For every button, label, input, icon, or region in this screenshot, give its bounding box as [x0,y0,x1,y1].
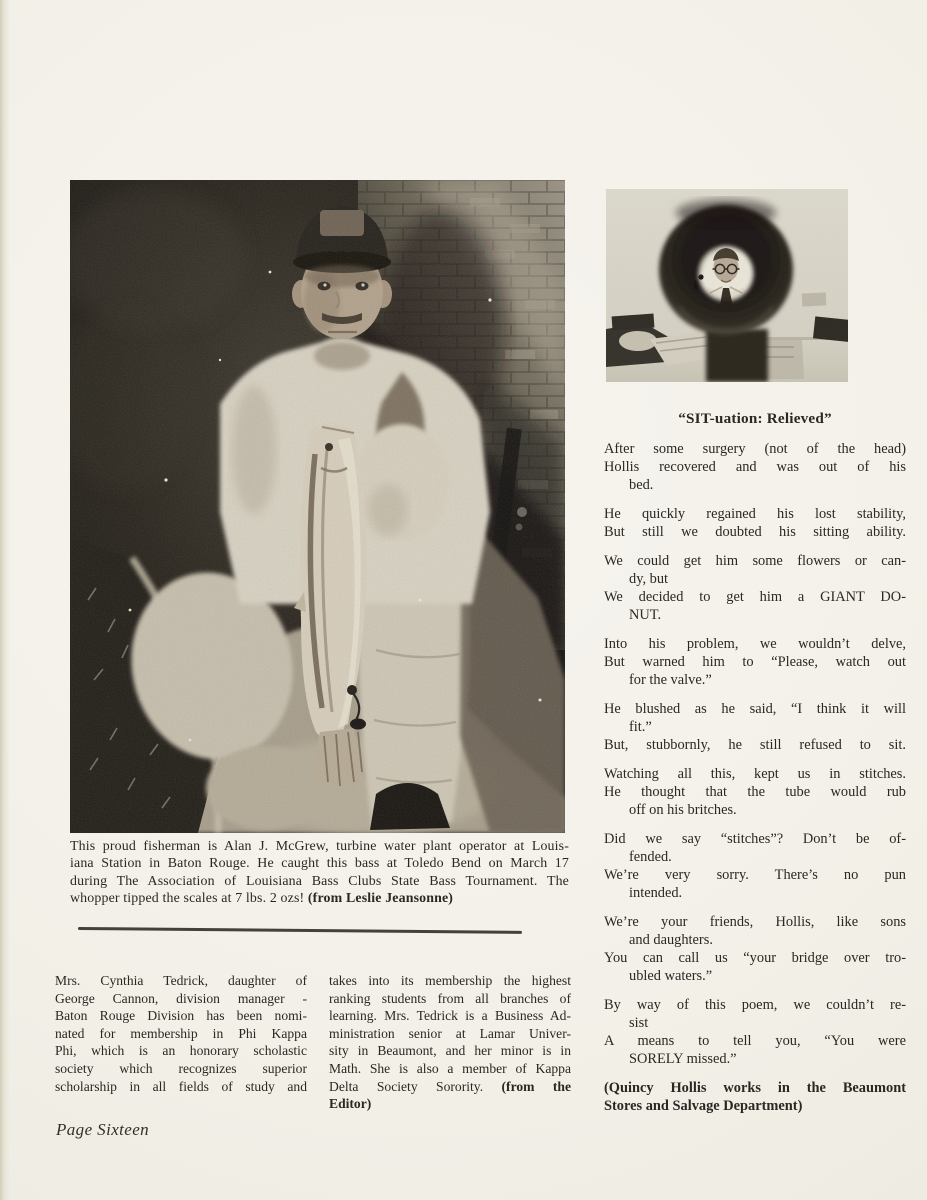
poem-line: SORELY missed.” [629,1051,737,1067]
fisherman-photo-art [70,180,565,833]
divider-rule [78,927,522,933]
news-line: ministration senior at Lamar Univer- [329,1025,571,1041]
caption-line: during The Association of Louisiana Bass Clubs State Bass Tournament. The [70,873,569,889]
news-line: scholarship in all fields of study and [55,1078,307,1094]
poem-title: “SIT-uation: Relieved” [678,410,832,427]
poem-line: for the valve.” [629,672,712,688]
poem-line: But, stubbornly, he still refused to sit. [604,737,906,753]
news-line: nated for membership in Phi Kappa [55,1025,307,1041]
poem [604,410,906,1115]
poem-line: fit.” [629,719,652,735]
news-line: Delta Society Sorority. (from the [329,1078,572,1094]
news-column-right [329,972,571,1113]
poem-line: By way of this poem, we couldn’t re- [604,997,906,1013]
news-line: George Cannon, division manager - [55,990,307,1006]
poem-line: sist [629,1015,649,1031]
news-line: Editor) [329,1096,372,1112]
poem-line: He thought that the tube would rub [604,784,906,800]
poem-line: dy, but [629,571,669,587]
poem-line: and daughters. [629,932,713,948]
news-line: sity in Beaumont, and her minor is in [329,1043,571,1059]
poem-stanza [604,700,906,754]
poem-credit-line: Stores and Salvage Department) [604,1098,803,1114]
news-line: takes into its membership the highest [329,973,571,988]
poem-line: bed. [629,477,654,493]
poem-line: But still we doubted his sitting ability. [604,524,906,540]
poem-line: Into his problem, we wouldn’t delve, [604,636,906,652]
poem-line: He blushed as he said, “I think it will [604,701,906,717]
poem-line: ubled waters.” [629,968,713,984]
page-scan-edge [0,0,10,1200]
poem-line: We could get him some flowers or can- [604,553,906,569]
news-line: learning. Mrs. Tedrick is a Business Ad- [329,1008,571,1024]
poem-line: After some surgery (not of the head) [604,441,906,457]
fisherman-with-bass-photo [70,180,565,833]
caption-line: whopper tipped the scales at 7 lbs. 2 ozs! (from Leslie Jeansonne) [70,891,454,907]
news-line: Math. She is also a member of Kappa [329,1060,571,1076]
poem-line: Did we say “stitches”? Don’t be of- [604,831,906,847]
poem-stanza [604,765,906,819]
poem-line: We’re your friends, Hollis, like sons [604,914,906,930]
photo-caption [70,838,569,908]
poem-line: He quickly regained his lost stability, [604,506,906,522]
poem-line: intended. [629,885,683,901]
poem-line: Watching all this, kept us in stitches. [604,766,906,782]
news-line: society which recognizes superior [55,1060,307,1076]
poem-line: But warned him to “Please, watch out [604,654,906,670]
man-through-inner-tube-photo [606,189,848,382]
news-line: ranking students from all branches of [329,990,571,1006]
news-line: Baton Rouge Division has been nomi- [55,1008,307,1024]
news-line: Phi, which is an honorary scholastic [55,1043,307,1059]
poem-line: A means to tell you, “You were [604,1033,906,1049]
inner-tube-photo-art [606,189,848,382]
poem-line: NUT. [629,607,662,623]
poem-line: We decided to get him a GIANT DO- [604,589,906,605]
news-column-left [55,972,307,1095]
poem-line: You can call us “your bridge over tro- [604,950,906,966]
caption-line: This proud fisherman is Alan J. McGrew, turbine water plant operator at Louis- [70,839,569,854]
poem-stanza [604,505,906,541]
poem-line: We’re very sorry. There’s no pun [604,867,906,883]
poem-stanza [604,830,906,902]
poem-credit [604,1079,906,1115]
poem-credit-line: (Quincy Hollis works in the Beaumont [604,1080,906,1096]
page-footer: Page Sixteen [56,1120,150,1139]
poem-line: fended. [629,849,672,865]
poem-stanza [604,552,906,624]
poem-stanza [604,996,906,1068]
poem-line: Hollis recovered and was out of his [604,459,906,475]
poem-stanza [604,440,906,494]
poem-stanza [604,913,906,985]
poem-line: off on his britches. [629,802,737,818]
news-line: Mrs. Cynthia Tedrick, daughter of [55,973,307,988]
poem-stanza [604,635,906,689]
poem-stanzas [604,440,906,1068]
caption-line: iana Station in Baton Rouge. He caught this bass at Toledo Bend on March 17 [70,856,569,872]
